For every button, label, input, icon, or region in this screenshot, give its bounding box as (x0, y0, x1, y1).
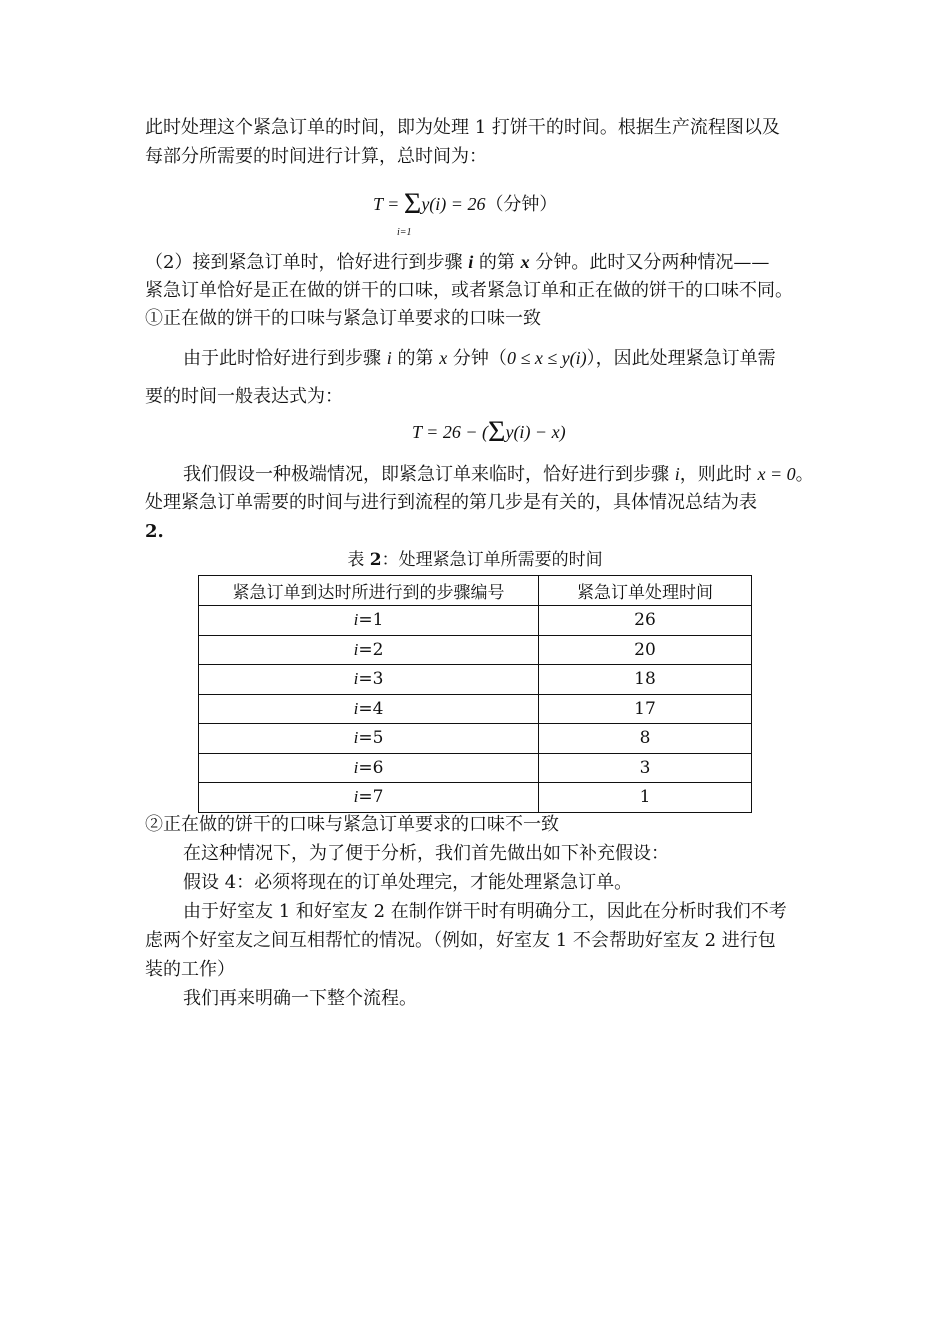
variable-x: x (439, 348, 448, 368)
step-value: =2 (358, 639, 384, 660)
text-run: 由于此时恰好进行到步骤 (183, 348, 387, 369)
paragraph-line: 此时处理这个紧急订单的时间，即为处理 1 打饼干的时间。根据生产流程图以及 (145, 117, 780, 138)
time-cell: 17 (539, 694, 752, 724)
table-header-row (199, 576, 752, 606)
step-value: =4 (358, 698, 384, 719)
step-var: i (353, 669, 359, 689)
step-cell (199, 694, 539, 724)
paragraph-line (183, 344, 776, 373)
step-value: =5 (358, 728, 384, 749)
formula-body: y(i) = 26 (421, 194, 486, 214)
paragraph-line: 由于好室友 1 和好室友 2 在制作饼干时有明确分工，因此在分析时我们不考 (183, 901, 787, 922)
paragraph-line (183, 460, 814, 489)
paragraph-line: 2. (145, 521, 164, 542)
paragraph-line: 假设 4：必须将现在的订单处理完，才能处理紧急订单。 (183, 872, 633, 893)
caption-number: 2 (369, 550, 382, 570)
text-run: ，则此时 (679, 464, 758, 485)
paragraph-line: 虑两个好室友之间互相帮忙的情况。（例如，好室友 1 不会帮助好室友 2 进行包 (145, 930, 776, 951)
paragraph-line: 每部分所需要的时间进行计算，总时间为： (145, 146, 487, 167)
time-cell: 26 (539, 606, 752, 636)
table-row (199, 783, 752, 813)
text-run: 的第 (473, 252, 521, 273)
formula-subscript: i=1 (397, 227, 412, 238)
step-var: i (353, 728, 359, 748)
equation: x = 0 (757, 464, 796, 484)
time-cell: 3 (539, 753, 752, 783)
subsection-title: ①正在做的饼干的口味与紧急订单要求的口味一致 (145, 308, 541, 329)
step-var: i (353, 639, 359, 659)
paragraph-line (145, 248, 769, 277)
data-table (198, 575, 752, 813)
formula-lhs: T = (373, 194, 404, 214)
time-cell: 1 (539, 783, 752, 813)
table-row (199, 665, 752, 695)
table-caption (0, 548, 950, 572)
paragraph-line: 我们再来明确一下整个流程。 (183, 988, 417, 1009)
variable-i: i (386, 348, 392, 368)
step-cell (199, 665, 539, 695)
column-header-step: 紧急订单到达时所进行到的步骤编号 (199, 576, 539, 606)
sigma-symbol: Σ (487, 415, 506, 448)
text-run: 的第 (391, 348, 440, 369)
text-run: 。 (795, 464, 814, 485)
step-value: =3 (358, 669, 384, 690)
time-cell: 18 (539, 665, 752, 695)
paragraph-line: 装的工作） (145, 959, 235, 980)
formula-body: y(i) − x) (505, 422, 566, 442)
text-run: 分钟。此时又分两种情况—— (529, 252, 770, 273)
variable-x: x (520, 252, 530, 272)
text-run: 我们假设一种极端情况，即紧急订单来临时，恰好进行到步骤 (183, 464, 675, 485)
inequality: 0 ≤ x ≤ y(i) (506, 348, 587, 368)
table-row (199, 606, 752, 636)
paragraph-line: 要的时间一般表达式为： (145, 386, 343, 407)
step-value: =1 (358, 610, 384, 631)
paragraph-line: 处理紧急订单需要的时间与进行到流程的第几步是有关的，具体情况总结为表 (145, 492, 757, 513)
step-value: =6 (358, 757, 384, 778)
text-run: （2）接到紧急订单时，恰好进行到步骤 (145, 252, 469, 273)
step-cell (199, 724, 539, 754)
step-var: i (353, 787, 359, 807)
step-cell (199, 753, 539, 783)
step-var: i (353, 610, 359, 630)
variable-i: i (468, 252, 474, 272)
column-header-time: 紧急订单处理时间 (539, 576, 752, 606)
table-row (199, 694, 752, 724)
subsection-title: ②正在做的饼干的口味与紧急订单要求的口味不一致 (145, 814, 559, 835)
caption-text: ：处理紧急订单所需要的时间 (381, 550, 603, 570)
formula-general-time (412, 415, 566, 448)
paragraph-line: 紧急订单恰好是正在做的饼干的口味，或者紧急订单和正在做的饼干的口味不同。 (145, 280, 793, 301)
step-var: i (353, 757, 359, 777)
formula-lhs: T = 26 − ( (412, 422, 488, 442)
text-run: ），因此处理紧急订单需 (586, 348, 776, 369)
caption-prefix: 表 (347, 550, 370, 570)
step-cell (199, 606, 539, 636)
step-var: i (353, 698, 359, 718)
table-row (199, 753, 752, 783)
time-cell: 8 (539, 724, 752, 754)
time-cell: 20 (539, 635, 752, 665)
step-cell (199, 783, 539, 813)
sigma-symbol: Σ (403, 187, 422, 220)
table-row (199, 724, 752, 754)
table-row (199, 635, 752, 665)
text-run: 分钟（ (447, 348, 507, 369)
paragraph-line: 在这种情况下，为了便于分析，我们首先做出如下补充假设： (183, 843, 669, 864)
formula-unit: （分钟） (485, 194, 558, 214)
step-value: =7 (358, 787, 384, 808)
step-cell (199, 635, 539, 665)
formula-total-time (373, 187, 558, 238)
variable-i: i (674, 464, 680, 484)
